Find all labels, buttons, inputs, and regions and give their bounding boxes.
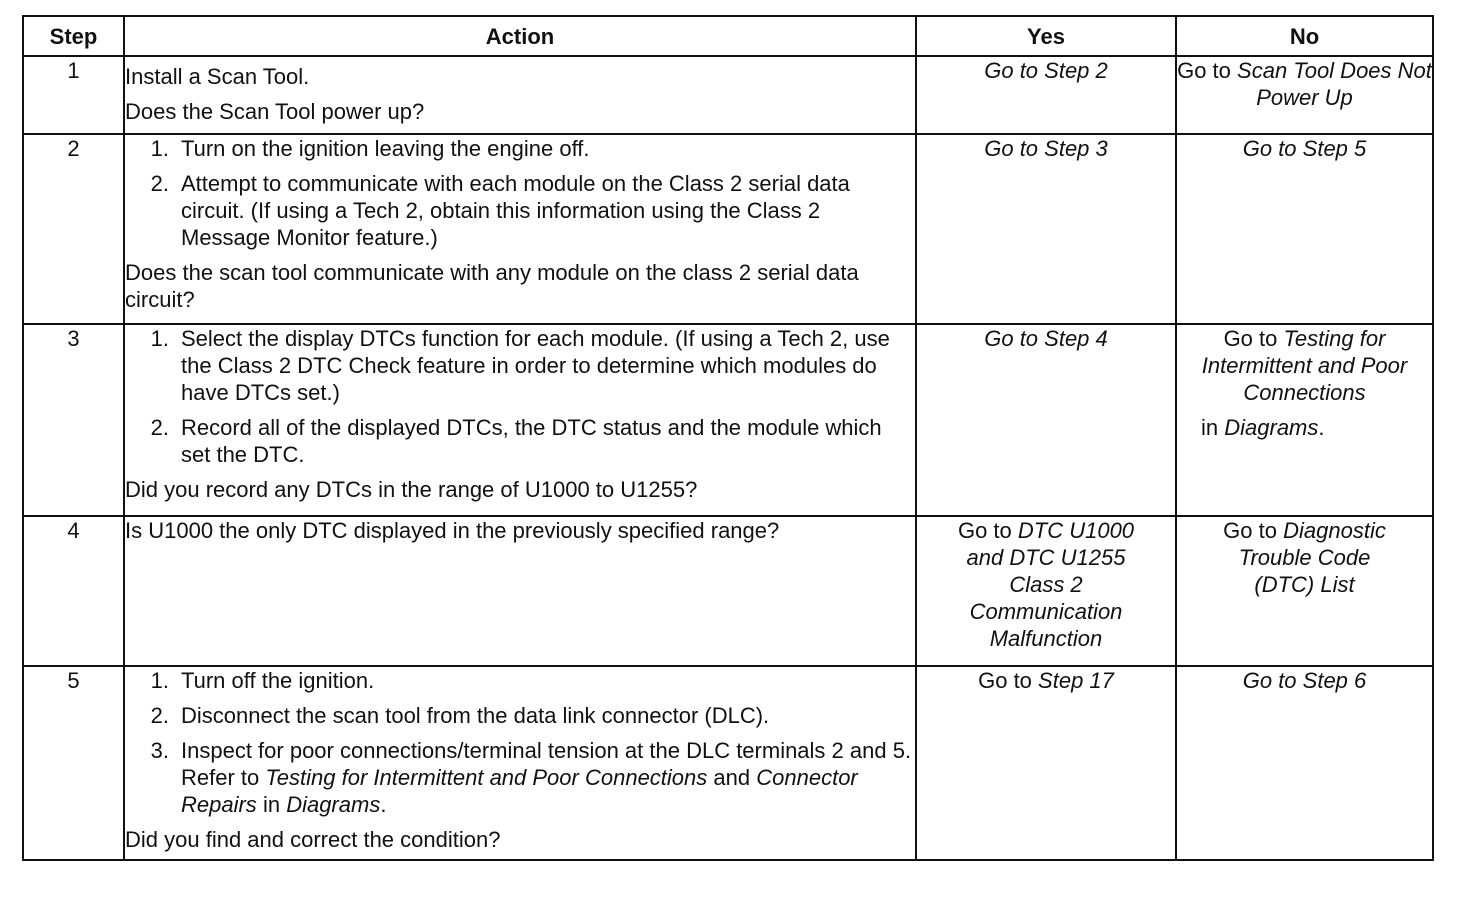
no-cell xyxy=(1176,516,1433,666)
yes-link[interactable]: DTC U1000 and DTC U1255 Class 2 Communication Malfunction xyxy=(966,518,1135,651)
step-number: 5 xyxy=(23,666,124,860)
diagnostic-table xyxy=(22,15,1434,861)
no-in: in xyxy=(1201,415,1219,440)
table-row xyxy=(23,666,1433,860)
action-cell xyxy=(124,666,916,860)
no-link[interactable]: Testing for Intermittent and Poor Connections xyxy=(1201,326,1408,405)
no-doc-link[interactable]: Diagrams xyxy=(1224,415,1319,440)
table-row xyxy=(23,516,1433,666)
no-cell: Go to Testing for Intermittent and Poor Connections in Diagrams. xyxy=(1176,324,1433,516)
action-cell xyxy=(124,324,916,516)
header-step: Step xyxy=(23,16,124,56)
list-item: 2. Record all of the displayed DTCs, the DTC status and the module which set the DTC. xyxy=(150,415,882,467)
yes-cell xyxy=(916,56,1176,134)
action-question: Did you record any DTCs in the range of U1000 to U1255? xyxy=(125,477,698,502)
action-question: Does the scan tool communicate with any module on the class 2 serial data circuit? xyxy=(125,260,859,312)
yes-link[interactable]: Go to Step 3 xyxy=(984,136,1108,161)
action-text: Install a Scan Tool. xyxy=(125,64,310,89)
step-number: 1 xyxy=(23,56,124,134)
no-link[interactable]: Go to Step 5 xyxy=(1242,136,1367,161)
header-row xyxy=(23,16,1433,56)
no-cell xyxy=(1176,56,1433,134)
header-action: Action xyxy=(124,16,916,56)
yes-cell xyxy=(916,134,1176,324)
no-prefix: Go to xyxy=(1223,518,1277,543)
list-item: 1. Select the display DTCs function for each module. (If using a Tech 2, use the Class 2 DTC Check feature in order to determine which modules do have DTCs set.) xyxy=(150,326,890,405)
header-yes: Yes xyxy=(916,16,1176,56)
no-link[interactable]: Go to Step 6 xyxy=(1242,668,1367,693)
yes-link[interactable]: Go to Step 4 xyxy=(984,326,1108,351)
action-cell xyxy=(124,56,916,134)
no-prefix: Go to xyxy=(1177,58,1231,83)
connector-repairs-link[interactable]: Connector Repairs xyxy=(181,765,858,817)
step-number: 2 xyxy=(23,134,124,324)
list-item: 3. Inspect for poor connections/terminal tension at the DLC terminals 2 and 5. Refer to Testing for Intermittent and Poor Connections and Connector Repairs in Diagrams. xyxy=(150,738,912,817)
step-number: 4 xyxy=(23,516,124,666)
table-row xyxy=(23,56,1433,134)
no-cell xyxy=(1176,134,1433,324)
yes-prefix: Go to xyxy=(957,518,1012,543)
action-steps xyxy=(125,325,915,468)
action-steps xyxy=(125,667,915,818)
yes-cell xyxy=(916,666,1176,860)
no-cell xyxy=(1176,666,1433,860)
step-number: 3 xyxy=(23,324,124,516)
no-link[interactable]: Diagnostic Trouble Code (DTC) List xyxy=(1238,518,1386,597)
header-no: No xyxy=(1176,16,1433,56)
yes-link[interactable]: Go to Step 2 xyxy=(984,58,1108,83)
yes-cell xyxy=(916,516,1176,666)
testing-link[interactable]: Testing for Intermittent and Poor Connections xyxy=(265,765,708,790)
table-row xyxy=(23,134,1433,324)
action-cell xyxy=(124,516,916,666)
list-item: 1. Turn on the ignition leaving the engine off. xyxy=(150,136,590,161)
action-question: Did you find and correct the condition? xyxy=(125,827,501,852)
action-question: Does the Scan Tool power up? xyxy=(125,99,425,124)
action-cell xyxy=(124,134,916,324)
yes-prefix: Go to xyxy=(978,668,1032,693)
no-link[interactable]: Scan Tool Does Not Power Up xyxy=(1237,58,1432,110)
list-item: 2. Attempt to communicate with each module on the Class 2 serial data circuit. (If using a Tech 2, obtain this information using the Class 2 Message Monitor feature.) xyxy=(150,171,850,250)
list-item: 2. Disconnect the scan tool from the data link connector (DLC). xyxy=(150,703,770,728)
list-item: 1. Turn off the ignition. xyxy=(150,668,375,693)
action-steps xyxy=(125,135,915,251)
yes-link[interactable]: Step 17 xyxy=(1038,668,1114,693)
action-question: Is U1000 the only DTC displayed in the previously specified range? xyxy=(125,518,780,543)
yes-cell xyxy=(916,324,1176,516)
table-row xyxy=(23,324,1433,516)
diagrams-link[interactable]: Diagrams xyxy=(286,792,381,817)
no-prefix: Go to xyxy=(1223,326,1278,351)
